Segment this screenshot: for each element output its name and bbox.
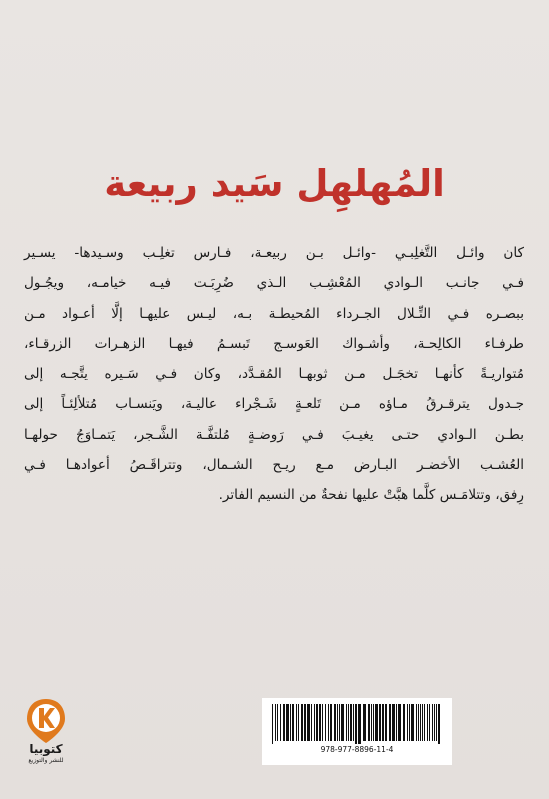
blurb-line: العُشـب الأخضـر البـارض مـع ريـح الشـمال، وتتراقَـصُ أعوادهـا فـي	[24, 457, 524, 474]
publisher-tagline: للنشر والتوزيع	[28, 757, 64, 764]
blurb-line: كان وائـل التَّغلِبـي -وائـل بـن ربيعـة، فـارس تغلِـب وسـيدها- يسـير	[24, 245, 524, 261]
isbn-barcode	[262, 698, 452, 765]
blurb-line: فـي جانـب الـوادي المُعْشِـب الـذي ضُرِبَـت فيـه خيامـه، ويجُـول	[24, 275, 524, 292]
publisher-k-icon	[24, 697, 68, 745]
blurb-line: طرفـاء الكالِحـة، وأشـواك العَوسـج تَبسـمُ فيهـا الزهـرات الزرقـاء،	[24, 335, 524, 352]
blurb-line: بطـن الـوادي حتـى يغيـبَ فـي رَوضـةٍ مُلتفَّـة الشَّـجر، يَتمـاوَجُ حولهـا	[24, 426, 524, 443]
isbn-number: 978-977-8896-11-4	[320, 745, 394, 754]
publisher-logo	[20, 697, 72, 767]
blurb-line: رِفق، وتتلامَـس كلَّما هبَّتْ عليها نفحةٌ من النسيم الفاتر.	[218, 487, 524, 504]
blurb-line: ببصـره فـي التِّـلال الجـرداء المُحيطـة بـه، ليـس عليهـا إلَّا أعـواد مـن	[24, 305, 524, 322]
book-blurb	[24, 238, 524, 511]
blurb-line: مُتواريـةً كأنهـا تخجَـل مـن ثوبهـا المُقـدَّد، وكان فـي سَـيره يتَّجـه إلى	[24, 366, 524, 383]
blurb-line: جـدول يترقـرقُ مـاؤه مـن تَلعـةٍ شَـجْراء عاليـة، ويَنسـاب مُتلألِئـاً إلى	[24, 396, 524, 413]
book-title: المُهلهِل سَيد ربيعة	[104, 162, 445, 205]
barcode-bars	[270, 704, 444, 744]
publisher-name: كتوبيا	[29, 742, 63, 756]
